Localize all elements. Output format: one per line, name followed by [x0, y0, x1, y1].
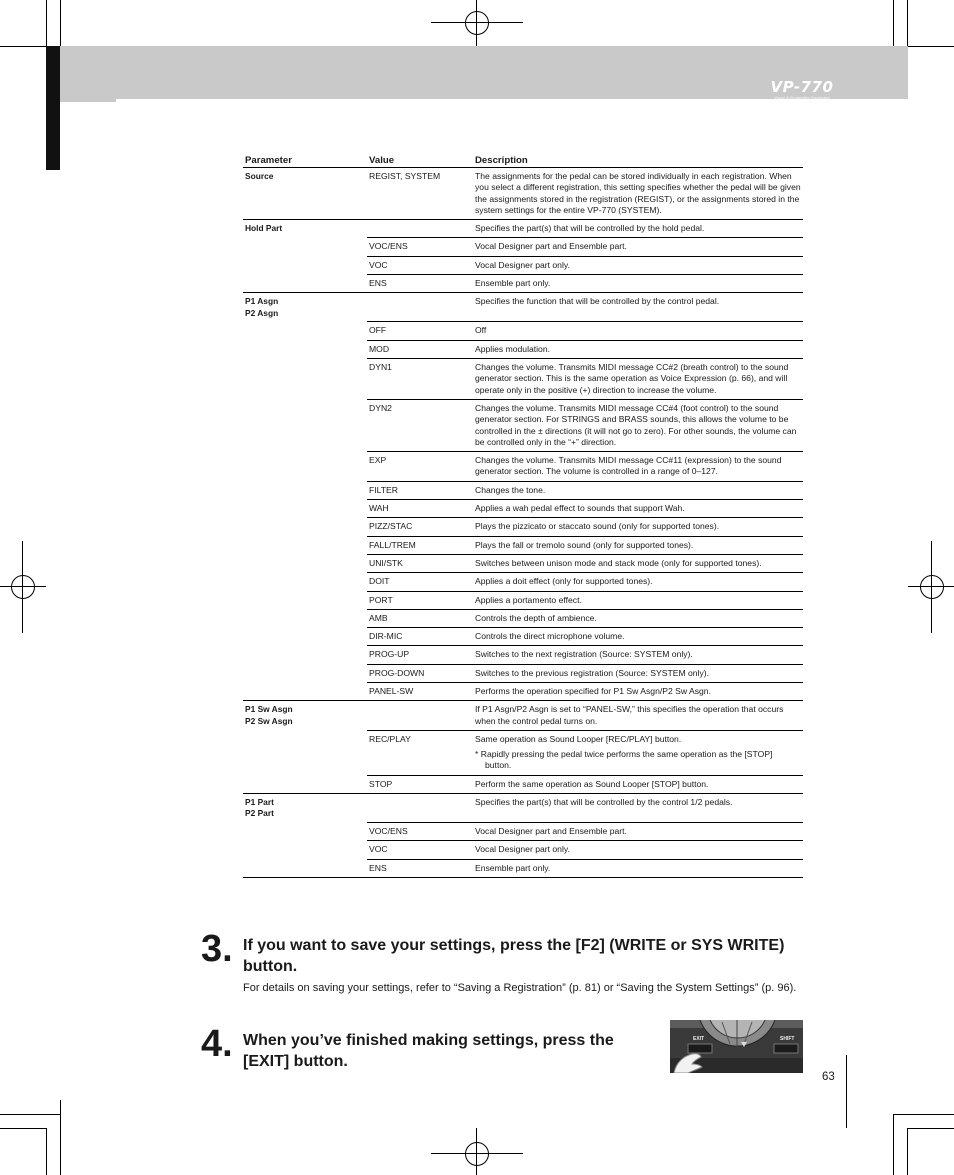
- value-cell: VOC/ENS: [367, 823, 473, 841]
- description-text: Changes the volume. Transmits MIDI message CC#4 (foot control) to the sound generator section. For STRINGS and BRASS sounds, this allows the volume to be controlled in the ± directions (it will not go to zero). For other sounds, the volume can be controlled only in the “+” direction.: [475, 402, 797, 447]
- description-cell: [473, 859, 803, 877]
- value-cell: REGIST, SYSTEM: [367, 168, 473, 220]
- parameter-cell: [243, 573, 367, 591]
- parameter-cell: [243, 340, 367, 358]
- description-text: Plays the pizzicato or staccato sound (only for supported tones).: [475, 521, 720, 532]
- value-cell: AMB: [367, 609, 473, 627]
- parameter-cell: [243, 609, 367, 627]
- description-cell: [473, 452, 803, 482]
- table-row: [243, 646, 803, 664]
- value-cell: UNI/STK: [367, 554, 473, 572]
- description-cell: [473, 775, 803, 793]
- value-cell: [367, 701, 473, 731]
- description-text: Applies modulation.: [475, 343, 551, 354]
- parameter-cell: [243, 664, 367, 682]
- value-cell: DYN1: [367, 359, 473, 400]
- table-row: [243, 859, 803, 877]
- description-text: Changes the tone.: [475, 484, 546, 495]
- step-4-title: When you’ve finished making settings, press the [EXIT] button.: [243, 1032, 614, 1070]
- value-cell: WAH: [367, 500, 473, 518]
- table-row: [243, 664, 803, 682]
- table-row: [243, 359, 803, 400]
- parameter-cell: [243, 536, 367, 554]
- description-text: Switches to the previous registration (Source: SYSTEM only).: [475, 667, 710, 678]
- parameter-cell: [243, 518, 367, 536]
- table-row: [243, 591, 803, 609]
- brand-logo: [766, 80, 838, 100]
- description-cell: [473, 841, 803, 859]
- table-row: [243, 554, 803, 572]
- header-parameter: Parameter: [243, 151, 367, 168]
- table-row: [243, 275, 803, 293]
- description-cell: [473, 794, 803, 823]
- parameter-cell: [243, 701, 367, 731]
- table-row: [243, 256, 803, 274]
- table-row: [243, 730, 803, 775]
- description-cell: [473, 293, 803, 322]
- description-cell: [473, 500, 803, 518]
- table-row: [243, 628, 803, 646]
- parameter-name: P1 Part: [245, 797, 274, 808]
- value-cell: ENS: [367, 859, 473, 877]
- description-cell: [473, 591, 803, 609]
- parameter-cell: [243, 683, 367, 701]
- table-row: [243, 609, 803, 627]
- value-cell: FILTER: [367, 481, 473, 499]
- description-text: Ensemble part only.: [475, 862, 551, 873]
- description-text: Applies a wah pedal effect to sounds that support Wah.: [475, 503, 685, 514]
- value-cell: VOC: [367, 841, 473, 859]
- step-3-title: If you want to save your settings, press the [F2] (WRITE or SYS WRITE) button.: [243, 937, 785, 975]
- description-text: Controls the depth of ambience.: [475, 612, 597, 623]
- step-3-body: For details on saving your settings, refer to “Saving a Registration” (p. 81) or “Saving the System Settings” (p. 96).: [243, 982, 797, 994]
- parameter-cell: [243, 399, 367, 451]
- description-text: Vocal Designer part only.: [475, 259, 570, 270]
- parameter-cell: [243, 823, 367, 841]
- parameter-cell: [243, 256, 367, 274]
- table-row: [243, 841, 803, 859]
- table-row: [243, 518, 803, 536]
- description-cell: [473, 168, 803, 220]
- table-row: [243, 293, 803, 322]
- description-text: Changes the volume. Transmits MIDI message CC#2 (breath control) to the sound generator section. This is the same operation as Voice Expression (p. 66), and will operate only in the positive (+) direction to increase the volume.: [475, 362, 789, 395]
- description-text: Same operation as Sound Looper [REC/PLAY] button.: [475, 733, 682, 744]
- parameter-cell: [243, 168, 367, 220]
- value-cell: VOC/ENS: [367, 238, 473, 256]
- value-cell: PANEL-SW: [367, 683, 473, 701]
- description-cell: [473, 609, 803, 627]
- parameter-cell: [243, 554, 367, 572]
- table-row: [243, 536, 803, 554]
- parameter-cell: [243, 359, 367, 400]
- table-row: [243, 573, 803, 591]
- description-text: Specifies the function that will be controlled by the control pedal.: [475, 296, 720, 307]
- description-text: Vocal Designer part only.: [475, 844, 570, 855]
- step-3-number: 3.: [201, 928, 233, 970]
- description-cell: [473, 518, 803, 536]
- value-cell: DOIT: [367, 573, 473, 591]
- brand-tagline: Vocal & Ensemble Keyboard: [774, 95, 830, 100]
- table-row: [243, 238, 803, 256]
- page-number: 63: [822, 1071, 835, 1083]
- parameter-name: Source: [245, 171, 274, 181]
- table-row: [243, 399, 803, 451]
- value-cell: DYN2: [367, 399, 473, 451]
- description-text: Perform the same operation as Sound Looper [STOP] button.: [475, 778, 709, 789]
- parameter-name: P1 Asgn: [245, 296, 279, 307]
- parameter-cell: [243, 238, 367, 256]
- section-tab: [46, 46, 60, 170]
- description-cell: [473, 256, 803, 274]
- table-row: [243, 452, 803, 482]
- description-cell: [473, 340, 803, 358]
- description-text: Off: [475, 325, 487, 336]
- parameter-table: [243, 151, 803, 878]
- description-cell: [473, 536, 803, 554]
- table-body: [243, 168, 803, 878]
- description-cell: [473, 481, 803, 499]
- value-cell: STOP: [367, 775, 473, 793]
- description-cell: [473, 399, 803, 451]
- description-text: Vocal Designer part and Ensemble part.: [475, 826, 627, 837]
- description-text: Performs the operation specified for P1 Sw Asgn/P2 Sw Asgn.: [475, 686, 711, 696]
- parameter-name: P1 Sw Asgn: [245, 704, 293, 715]
- value-cell: ENS: [367, 275, 473, 293]
- description-text: Plays the fall or tremolo sound (only for supported tones).: [475, 539, 694, 550]
- parameter-cell: [243, 794, 367, 823]
- table-row: [243, 322, 803, 340]
- value-cell: OFF: [367, 322, 473, 340]
- description-text: Controls the direct microphone volume.: [475, 631, 625, 642]
- description-cell: [473, 322, 803, 340]
- description-cell: [473, 701, 803, 731]
- description-text: Switches between unison mode and stack mode (only for supported tones).: [475, 557, 762, 568]
- table-row: [243, 683, 803, 701]
- parameter-name: Hold Part: [245, 223, 283, 234]
- description-cell: [473, 275, 803, 293]
- description-text: Applies a portamento effect.: [475, 594, 582, 605]
- exit-button-photo: [670, 1020, 803, 1073]
- value-cell: FALL/TREM: [367, 536, 473, 554]
- description-cell: [473, 554, 803, 572]
- description-text: Applies a doit effect (only for supported tones).: [475, 576, 653, 587]
- description-text: The assignments for the pedal can be stored individually in each registration. When you select a different registration, this setting specifies whether the pedal will be given the assignments stored in the registration (REGIST), or the assignments stored in the system settings for the entire VP-770 (SYSTEM).: [475, 171, 801, 215]
- parameter-cell: [243, 859, 367, 877]
- parameter-cell: [243, 500, 367, 518]
- description-cell: [473, 573, 803, 591]
- description-text: Specifies the part(s) that will be controlled by the control 1/2 pedals.: [475, 797, 733, 808]
- parameter-cell: [243, 628, 367, 646]
- brand-name: VP-770: [770, 78, 834, 96]
- value-cell: DIR-MIC: [367, 628, 473, 646]
- description-text: If P1 Asgn/P2 Asgn is set to “PANEL-SW,” this specifies the operation that occurs when the control pedal turns on.: [475, 704, 784, 726]
- parameter-cell: [243, 293, 367, 322]
- parameter-cell: [243, 841, 367, 859]
- table-row: [243, 701, 803, 731]
- parameter-name: P2 Asgn: [245, 307, 279, 318]
- table-row: [243, 220, 803, 238]
- exit-label: EXIT: [693, 1036, 705, 1042]
- description-cell: [473, 359, 803, 400]
- description-cell: [473, 664, 803, 682]
- header-description: Description: [473, 151, 803, 168]
- description-cell: [473, 628, 803, 646]
- value-cell: EXP: [367, 452, 473, 482]
- parameter-cell: [243, 591, 367, 609]
- parameter-cell: [243, 775, 367, 793]
- value-cell: PROG-UP: [367, 646, 473, 664]
- parameter-cell: [243, 730, 367, 775]
- description-text: Specifies the part(s) that will be controlled by the hold pedal.: [475, 223, 705, 234]
- table-row: [243, 823, 803, 841]
- value-cell: PORT: [367, 591, 473, 609]
- parameter-cell: [243, 220, 367, 238]
- description-cell: [473, 238, 803, 256]
- step-4-number: 4.: [201, 1023, 233, 1065]
- table-header-row: [243, 151, 803, 168]
- parameter-cell: [243, 275, 367, 293]
- value-cell: PIZZ/STAC: [367, 518, 473, 536]
- value-cell: [367, 220, 473, 238]
- parameter-cell: [243, 322, 367, 340]
- description-text: Switches to the next registration (Source: SYSTEM only).: [475, 649, 693, 660]
- table-row: [243, 775, 803, 793]
- description-cell: [473, 683, 803, 701]
- value-cell: REC/PLAY: [367, 730, 473, 775]
- description-text: Ensemble part only.: [475, 278, 551, 289]
- description-cell: [473, 730, 803, 775]
- header-value: Value: [367, 151, 473, 168]
- value-cell: MOD: [367, 340, 473, 358]
- parameter-cell: [243, 646, 367, 664]
- value-cell: [367, 794, 473, 823]
- table-row: [243, 500, 803, 518]
- description-cell: [473, 220, 803, 238]
- parameter-cell: [243, 481, 367, 499]
- value-cell: VOC: [367, 256, 473, 274]
- description-cell: [473, 646, 803, 664]
- table-row: [243, 794, 803, 823]
- parameter-name: P2 Sw Asgn: [245, 715, 293, 726]
- table-row: [243, 168, 803, 220]
- description-note: * Rapidly pressing the pedal twice performs the same operation as the [STOP] button.: [475, 749, 773, 771]
- description-text: Vocal Designer part and Ensemble part.: [475, 241, 627, 252]
- value-cell: [367, 293, 473, 322]
- description-text: Changes the volume. Transmits MIDI message CC#11 (expression) to the sound generator section. The volume is controlled in a range of 0–127.: [475, 455, 782, 477]
- table-row: [243, 340, 803, 358]
- parameter-cell: [243, 452, 367, 482]
- value-cell: PROG-DOWN: [367, 664, 473, 682]
- parameter-name: P2 Part: [245, 808, 274, 819]
- description-cell: [473, 823, 803, 841]
- shift-label: SHIFT: [780, 1036, 795, 1042]
- table-row: [243, 481, 803, 499]
